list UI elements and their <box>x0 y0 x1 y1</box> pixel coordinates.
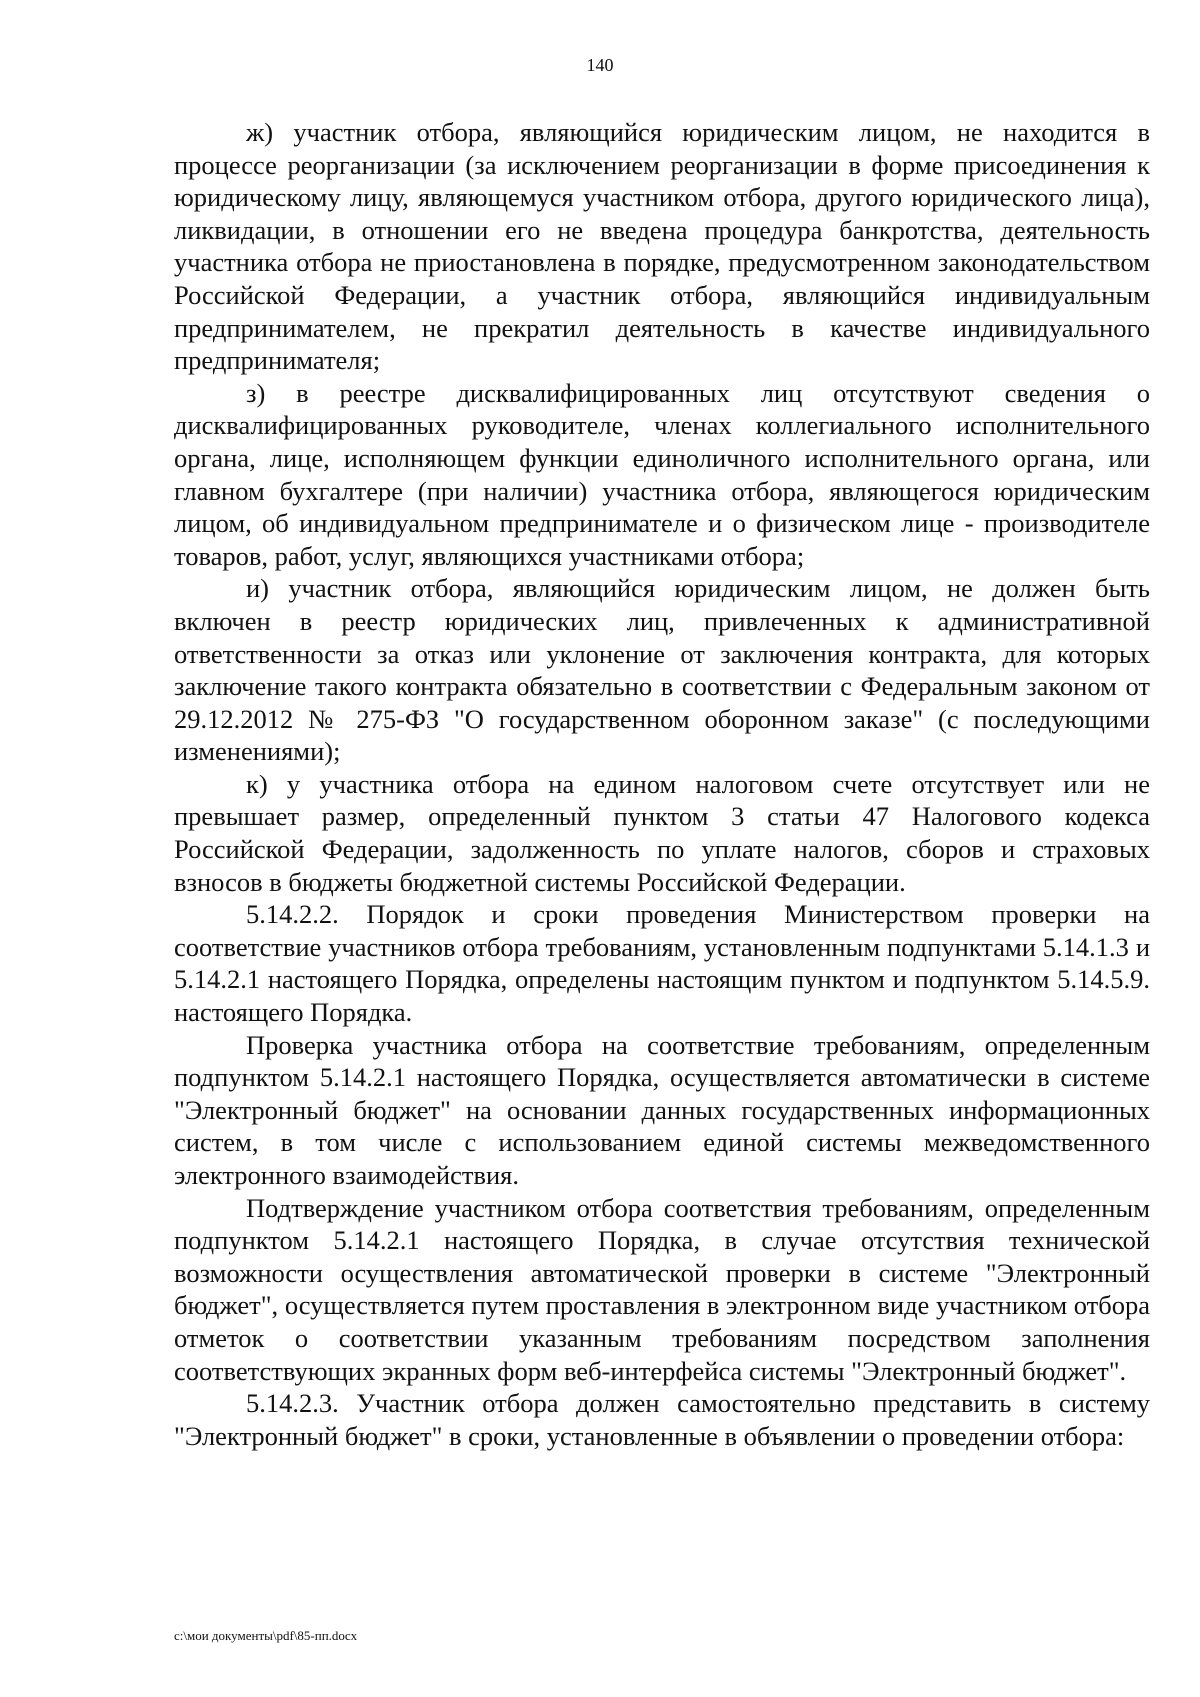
footer-file-path: c:\мои документы\pdf\85-пп.docx <box>174 1628 358 1643</box>
paragraph-k: к) у участника отбора на едином налоговом счете отсутствует или не превышает размер, определенный пунктом 3 статьи 47 Налогового кодекса Российской Федерации, задолженность по уплате налогов, сборов и страховых взносов в бюджеты бюджетной системы Российской Федерации. <box>174 768 1150 897</box>
paragraph-z: з) в реестре дисквалифицированных лиц отсутствуют сведения о дисквалифицированных руководителе, членах коллегиального исполнительного органа, лице, исполняющем функции единоличного исполнительного органа, или главном бухгалтере (при наличии) участника отбора, являющегося юридическим лицом, об индивидуальном предпринимателе и о физическом лице - производителе товаров, работ, услуг, являющихся участниками отбора; <box>174 377 1150 571</box>
paragraph-confirmation: Подтверждение участником отбора соответствия требованиям, определенным подпунктом 5.14.2.1 настоящего Порядка, в случае отсутствия технической возможности осуществления автоматической проверки в системе "Электронный бюджет", осуществляется путем проставления в электронном виде участником отбора отметок о соответствии указанным требованиям посредством заполнения соответствующих экранных форм веб-интерфейса системы "Электронный бюджет". <box>174 1192 1150 1386</box>
paragraph-5-14-2-3: 5.14.2.3. Участник отбора должен самостоятельно представить в систему "Электронный бюджет" в сроки, установленные в объявлении о проведении отбора: <box>174 1388 1150 1451</box>
paragraph-5-14-2-2: 5.14.2.2. Порядок и сроки проведения Министерством проверки на соответствие участников отбора требованиям, установленным подпунктами 5.14.1.3 и 5.14.2.1 настоящего Порядка, определены настоящим пунктом и подпунктом 5.14.5.9. настоящего Порядка. <box>174 899 1150 1028</box>
paragraph-i: и) участник отбора, являющийся юридическим лицом, не должен быть включен в реестр юридических лиц, привлеченных к административной ответственности за отказ или уклонение от заключения контракта, для которых заключение такого контракта обязательно в соответствии с Федеральным законом от 29.12.2012 № 275-ФЗ "О государственном оборонном заказе" (с последующими изменениями); <box>174 573 1150 767</box>
page-number: 140 <box>586 55 614 75</box>
paragraph-zh: ж) участник отбора, являющийся юридическим лицом, не находится в процессе реорганизации (за исключением реорганизации в форме присоединения к юридическому лицу, являющемуся участником отбора, другого юридического лица), ликвидации, в отношении его не введена процедура банкротства, деятельность участника отбора не приостановлена в порядке, предусмотренном законодательством Российской Федерации, а участник отбора, являющийся индивидуальным предпринимателем, не прекратил деятельность в качестве индивидуального предпринимателя; <box>174 117 1150 376</box>
paragraph-check: Проверка участника отбора на соответствие требованиям, определенным подпунктом 5.14.2.1 настоящего Порядка, осуществляется автоматически в системе "Электронный бюджет" на основании данных государственных информационных систем, в том числе с использованием единой системы межведомственного электронного взаимодействия. <box>174 1029 1150 1190</box>
document-body <box>174 116 1150 1452</box>
